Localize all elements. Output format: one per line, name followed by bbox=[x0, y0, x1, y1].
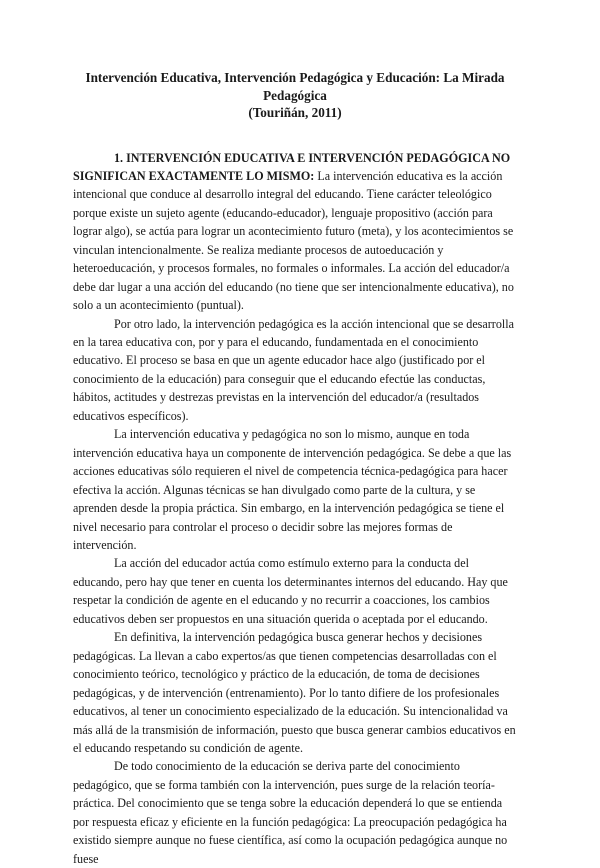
document-title bbox=[73, 69, 517, 122]
paragraph-1 bbox=[73, 149, 517, 315]
paragraph-5: En definitiva, la intervención pedagógica busca generar hechos y decisiones pedagógicas. La llevan a cabo expertos/as que tienen competencias desarrolladas con el conocimiento teórico, tecnológico y práctico de la educación, de toma de decisiones pedagógicas, y de intervención (entrenamiento). Por lo tanto difiere de los profesionales educativos, al tener un conocimiento especializado de la educación. Su intencionalidad va más allá de la transmisión de información, puesto que busca generar cambios educativos en el educando respetando su condición de agente. bbox=[73, 630, 516, 755]
paragraph-6: De todo conocimiento de la educación se deriva parte del conocimiento pedagógico, que se forma también con la intervención, pues surge de la relación teoría-práctica. Del conocimiento que se tenga sobre la educación dependerá lo que se entienda por respuesta eficaz y eficiente en la función pedagógica: La preocupación pedagógica ha existido siempre aunque no fuese científica, así como la ocupación pedagógica aunque no fuese bbox=[73, 759, 508, 866]
title-line-1: Intervención Educativa, Intervención Pedagógica y Educación: La Mirada Pedagógica bbox=[85, 70, 505, 103]
section-heading: 1. INTERVENCIÓN EDUCATIVA E INTERVENCIÓN PEDAGÓGICA NO SIGNIFICAN EXACTAMENTE LO MISMO: bbox=[73, 150, 511, 183]
paragraph-3: La intervención educativa y pedagógica no son lo mismo, aunque en toda intervención educativa haya un componente de intervención pedagógica. Se debe a que las acciones educativas sólo requieren el nivel de competencia técnica-pedagógica para hacer efectiva la acción. Algunas técnicas se han divulgado como parte de la cultura, y se aprenden desde la propia práctica. Sin embargo, en la intervención pedagógica se tiene el nivel necesario para controlar el proceso o decidir sobre las mejores formas de intervención. bbox=[73, 427, 512, 553]
paragraph-4: La acción del educador actúa como estímulo externo para la conducta del educando, pero hay que tener en cuenta los determinantes internos del educando. Hay que respetar la condición de agente en el educando y no recurrir a coacciones, los cambios educativos deben ser propuestos en una situación querida o aceptada por el educando. bbox=[73, 556, 508, 626]
paragraph-1-body: La intervención educativa es la acción intencional que conduce al desarrollo integral del educando. Tiene carácter teleológico porque existe un sujeto agente (educando-educador), lenguaje propositivo (acción para lograr algo), se actúa para lograr un acontecimiento futuro (meta), y los acontecimientos se vinculan intencionalmente. Se realiza mediante procesos de autoeducación y heteroeducación, y procesos formales, no formales o informales. La acción del educador/a debe dar lugar a una acción del educando (no tiene que ser intencionalmente educativa), no solo a un acontecimiento (puntual). bbox=[73, 168, 514, 313]
title-line-2: (Touriñán, 2011) bbox=[248, 105, 342, 120]
paragraph-2: Por otro lado, la intervención pedagógica es la acción intencional que se desarrolla en la tarea educativa con, por y para el educando, fundamentada en el conocimiento educativo. El proceso se basa en que un agente educador hace algo (justificado por el conocimiento de la educación) para conseguir que el educando efectúe las conductas, hábitos, actitudes y destrezas previstas en la intervención del educador/a (resultados educativos específicos). bbox=[73, 316, 514, 423]
